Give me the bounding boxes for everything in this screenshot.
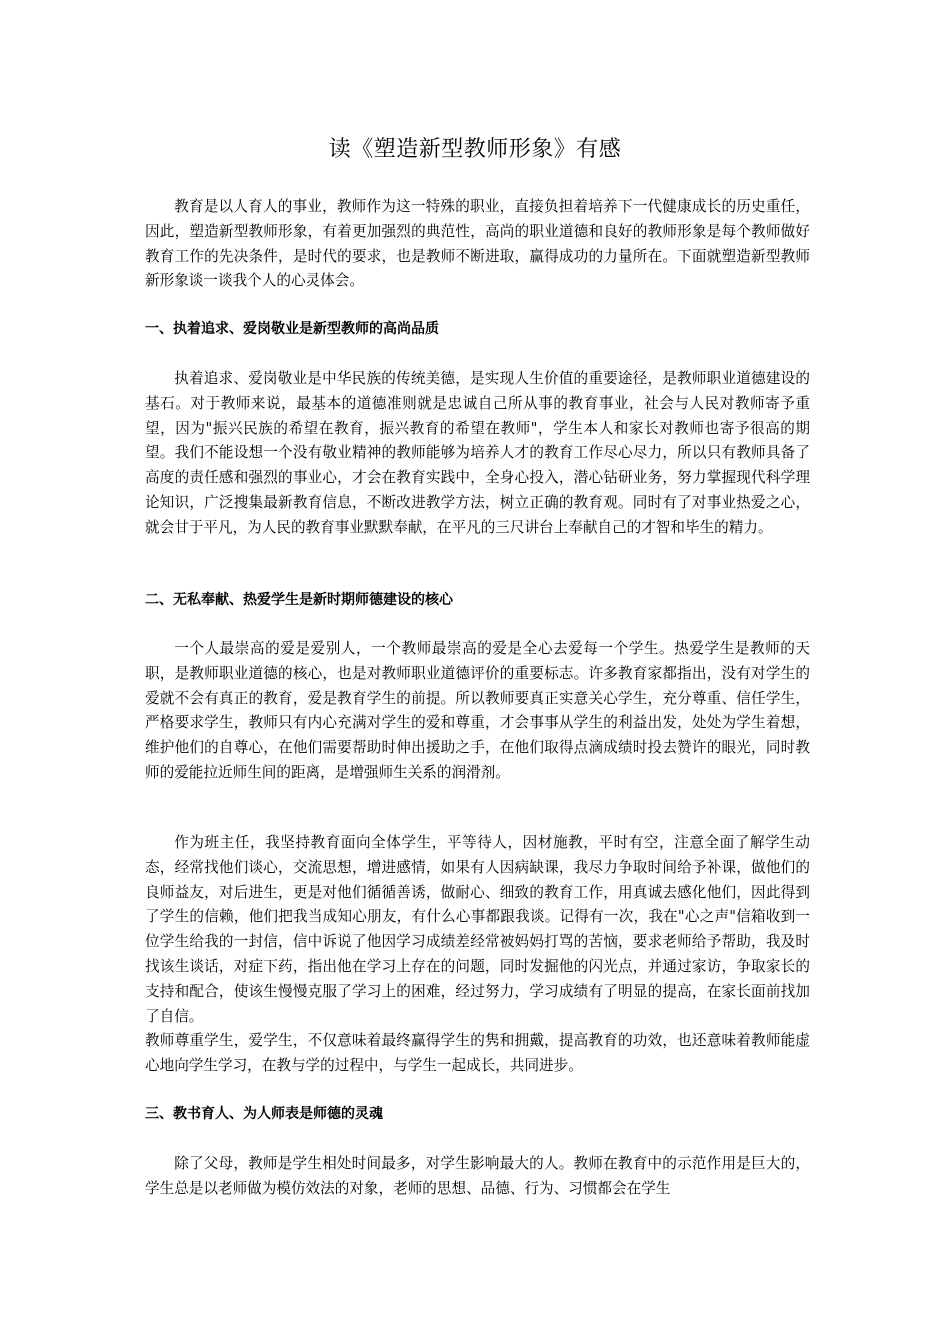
section-2-heading: 二、无私奉献、热爱学生是新时期师德建设的核心 <box>145 592 453 608</box>
section-2-paragraph-1: 一个人最崇高的爱是爱别人，一个教师最崇高的爱是全心去爱每一个学生。热爱学生是教师的天职，是教师职业道德的核心，也是对教师职业道德评价的重要标志。许多教育家都指出，没有对学生的爱就不会有真正的教育，爱是教育学生的前提。所以教师要真正实意关心学生，充分尊重、信任学生，严格要求学生，教师只有内心充满对学生的爱和尊重，才会事事从学生的利益出发，处处为学生着想，维护他们的自尊心，在他们需要帮助时伸出援助之手，在他们取得点滴成绩时投去赞许的眼光，同时教师的爱能拉近师生间的距离，是增强师生关系的润滑剂。 <box>145 640 810 781</box>
document-title: 读《塑造新型教师形象》有感 <box>328 137 622 162</box>
section-1-heading: 一、执着追求、爱岗敬业是新型教师的高尚品质 <box>145 321 439 337</box>
intro-paragraph: 教育是以人育人的事业，教师作为这一特殊的职业，直接负担着培养下一代健康成长的历史重任，因此，塑造新型教师形象，有着更加强烈的典范性，高尚的职业道德和良好的教师形象是每个教师做好教育工作的先决条件，是时代的要求，也是教师不断进取，赢得成功的力量所在。下面就塑造新型教师新形象谈一谈我个人的心灵体会。 <box>145 198 810 290</box>
section-1-paragraph-1: 执着追求、爱岗敬业是中华民族的传统美德，是实现人生价值的重要途径，是教师职业道德建设的基石。对于教师来说，最基本的道德准则就是忠诚自己所从事的教育事业，社会与人民对教师寄予重望，因为"振兴民族的希望在教育，振兴教育的希望在教师"，学生本人和家长对教师也寄予很高的期望。我们不能设想一个没有敬业精神的教师能够为培养人才的教育工作尽心尽力，所以只有教师具备了高度的责任感和强烈的事业心，才会在教育实践中，全身心投入，潜心钻研业务，努力掌握现代科学理论知识，广泛搜集最新教育信息，不断改进教学方法，树立正确的教育观。同时有了对事业热爱之心，就会甘于平凡，为人民的教育事业默默奉献，在平凡的三尺讲台上奉献自己的才智和毕生的精力。 <box>145 370 810 536</box>
section-3-heading: 三、教书育人、为人师表是师德的灵魂 <box>145 1106 383 1122</box>
section-2-paragraph-2: 作为班主任，我坚持教育面向全体学生，平等待人，因材施教，平时有空，注意全面了解学生动态，经常找他们谈心，交流思想，增进感情，如果有人因病缺课，我尽力争取时间给予补课，做他们的良师益友，对后进生，更是对他们循循善诱，做耐心、细致的教育工作，用真诚去感化他们，因此得到了学生的信赖，他们把我当成知心朋友，有什么心事都跟我谈。记得有一次，我在"心之声"信箱收到一位学生给我的一封信，信中诉说了他因学习成绩差经常被妈妈打骂的苦恼，要求老师给予帮助，我及时找该生谈话，对症下药，指出他在学习上存在的问题，同时发掘他的闪光点，并通过家访，争取家长的支持和配合，使该生慢慢克服了学习上的困难，经过努力，学习成绩有了明显的提高，在家长面前找加了自信。 <box>145 834 810 1025</box>
section-2-paragraph-3: 教师尊重学生，爱学生，不仅意味着最终赢得学生的隽和拥戴，提高教育的功效，也还意味着教师能虚心地向学生学习，在教与学的过程中，与学生一起成长，共同进步。 <box>145 1032 810 1074</box>
section-3-paragraph-1: 除了父母，教师是学生相处时间最多，对学生影响最大的人。教师在教育中的示范作用是巨大的，学生总是以老师做为模仿效法的对象，老师的思想、品德、行为、习惯都会在学生 <box>145 1155 810 1197</box>
